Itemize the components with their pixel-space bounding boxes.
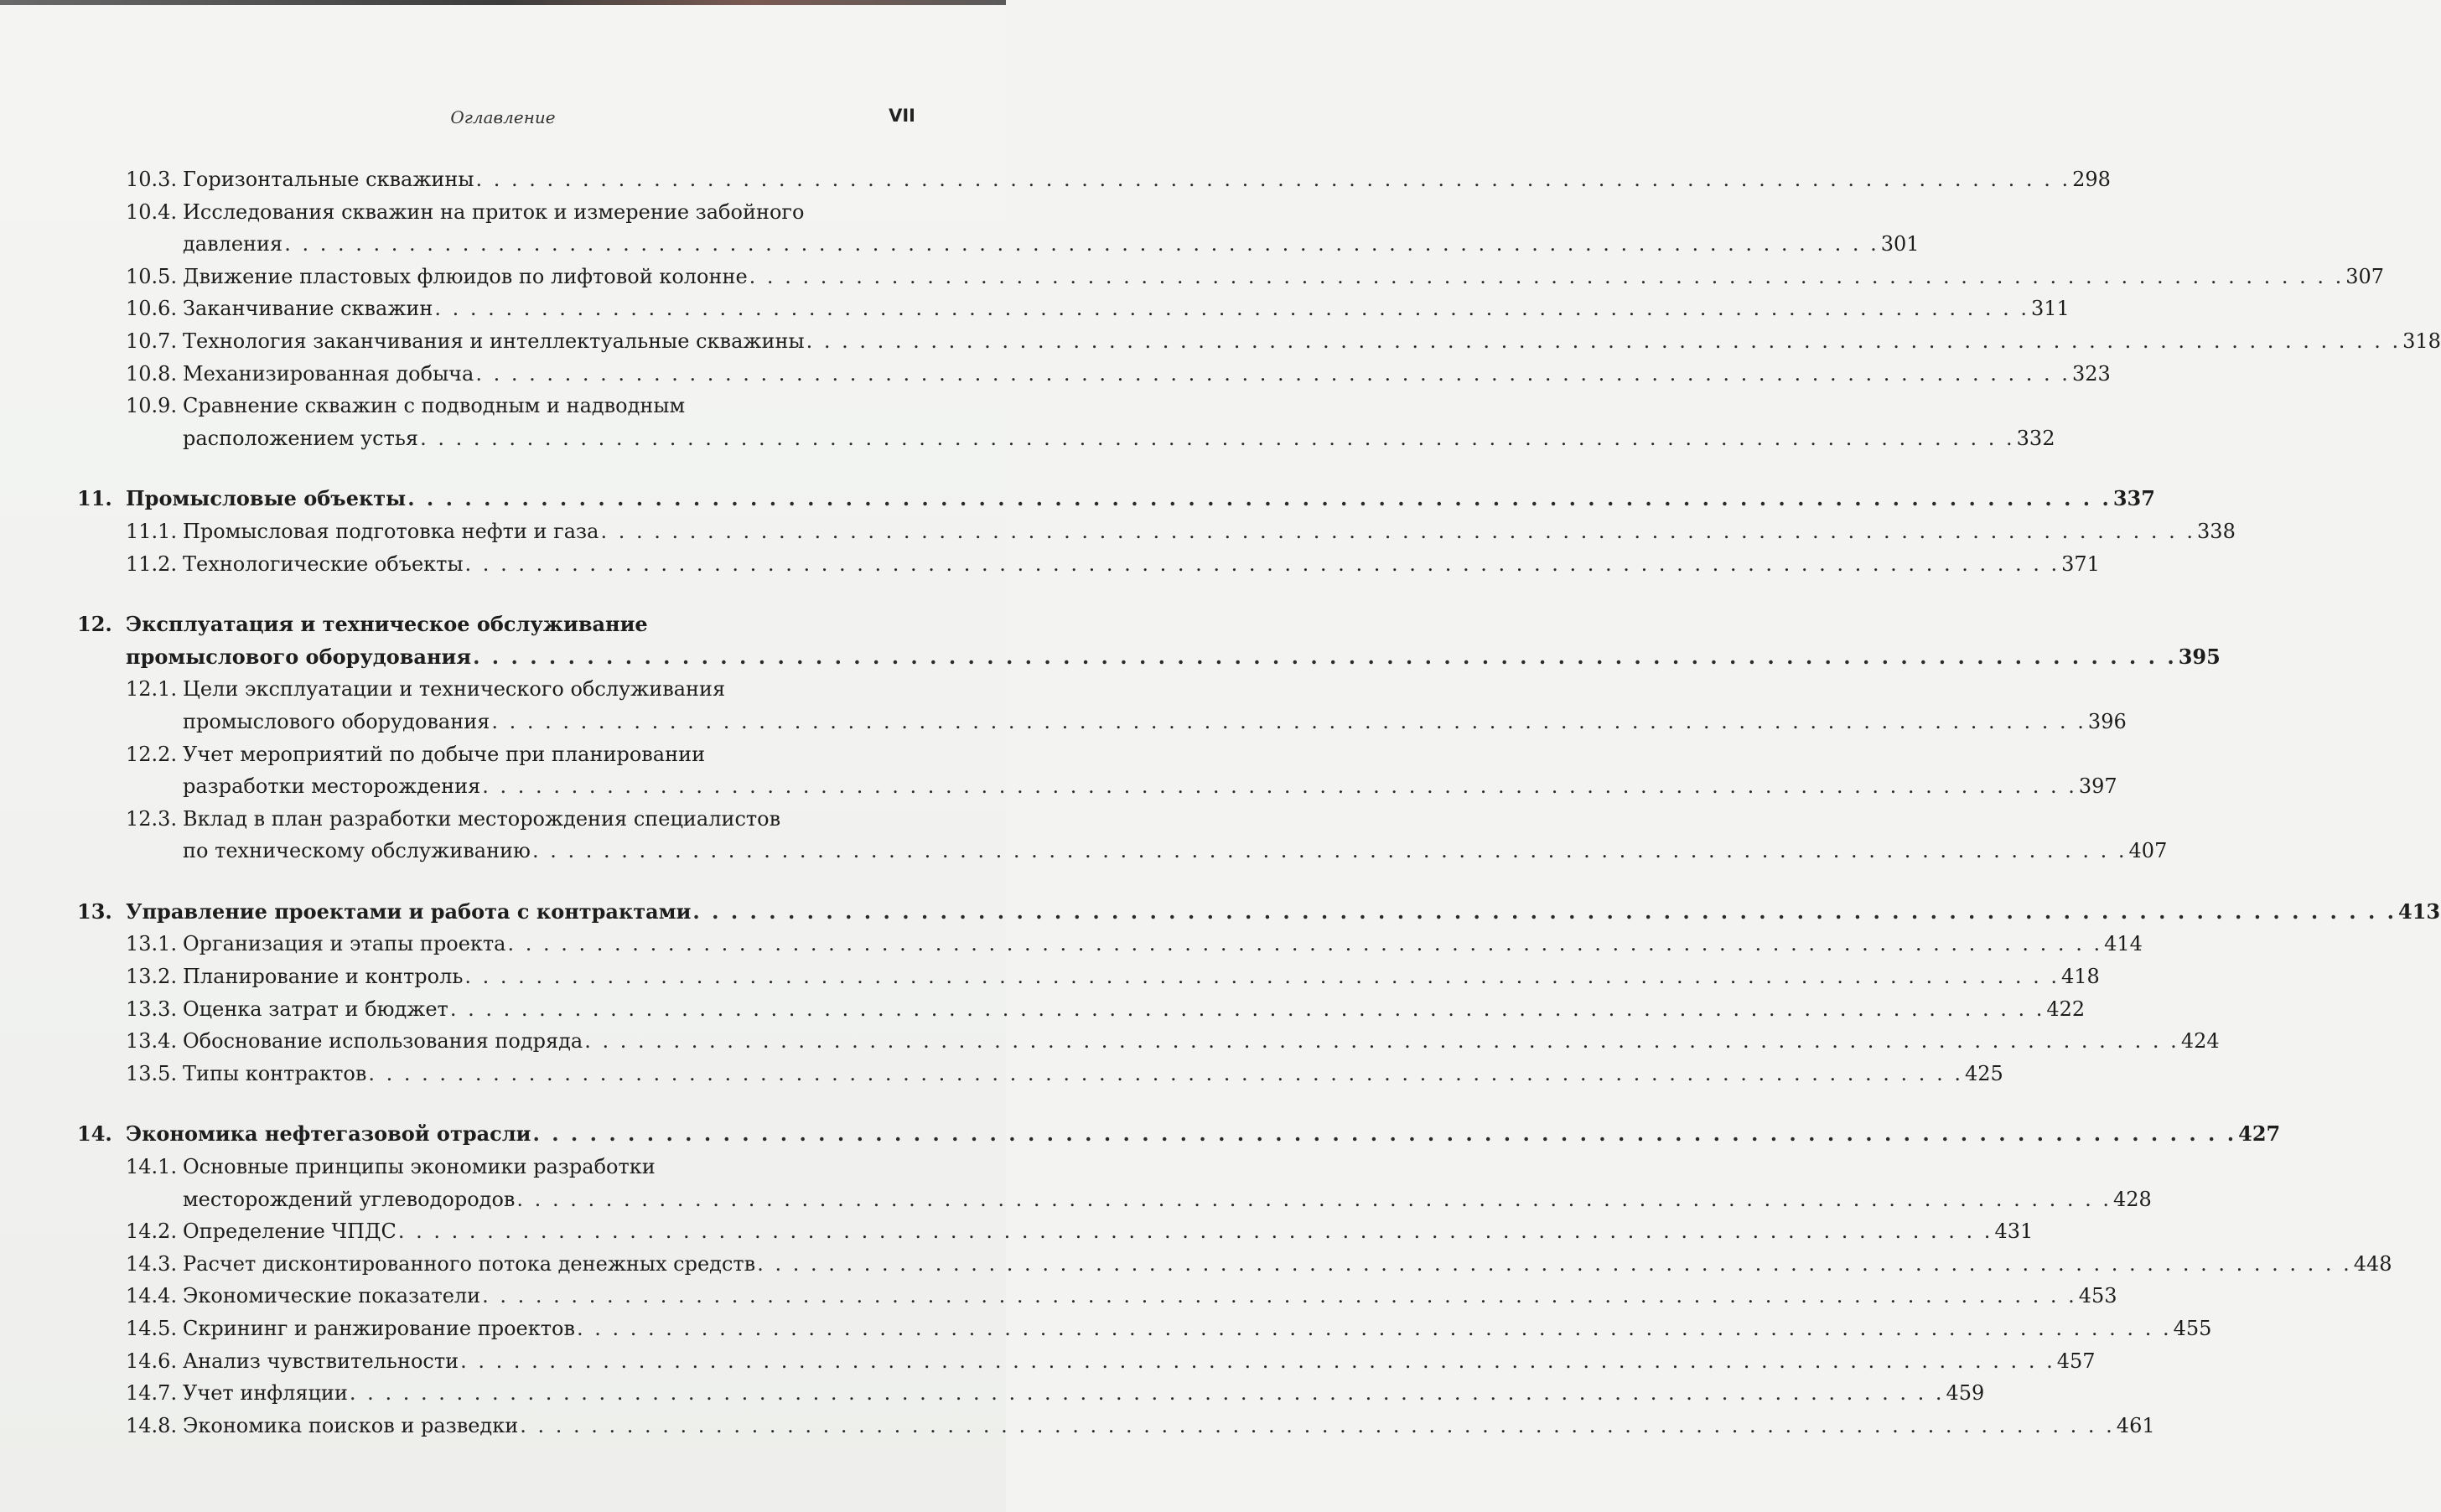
toc-section-line <box>77 1183 2152 1216</box>
section-number: 11.1. <box>126 519 178 543</box>
section-page-number: 298 <box>2072 168 2111 191</box>
section-title: Учет инфляции <box>183 1381 348 1406</box>
section-number: 12.1. <box>126 677 178 702</box>
section-title: Экономика поисков и разведки <box>183 1413 519 1437</box>
section-page-number: 461 <box>2116 1413 2155 1437</box>
section-page-number: 425 <box>1964 1061 2003 1085</box>
section-title: Планирование и контроль <box>183 965 464 989</box>
section-title: Промысловая подготовка нефти и газа <box>183 519 599 543</box>
dot-leader: . . . . . . . . . . . . . . . . . . . . . . . . . . . . . . . . . . . . . . . . . . . . . . . . . . . . . . . . . . . . . . . . . . . . . . . . . . . . . . . . . . . . . . . . . . <box>577 1317 2172 1340</box>
section-number: 13.3. <box>126 997 178 1021</box>
chapter-page-number: 413 <box>2398 898 2441 924</box>
section-page-number: 424 <box>2180 1029 2220 1054</box>
section-title: Обоснование использования подряда <box>183 1029 583 1054</box>
section-number: 13.1. <box>126 932 178 956</box>
section-number: 10.6. <box>126 297 178 321</box>
dot-leader: . . . . . . . . . . . . . . . . . . . . . . . . . . . . . . . . . . . . . . . . . . . . . . . . . . . . . . . . . . . . . . . . . . . . . . . . . . . . . . . . . . . . . . . . . . <box>397 1219 1993 1244</box>
dot-leader: . . . . . . . . . . . . . . . . . . . . . . . . . . . . . . . . . . . . . . . . . . . . . . . . . . . . . . . . . . . . . . . . . . . . . . . . . . . . . . . . . . . . . . . . . . <box>584 1029 2179 1054</box>
toc-section-line <box>77 1280 2117 1313</box>
dot-leader: . . . . . . . . . . . . . . . . . . . . . . . . . . . . . . . . . . . . . . . . . . . . . . . . . . . . . . . . . . . . . . . . . . . . . . . . . . . . . . . . . . . . . . . . . . <box>749 264 2345 288</box>
section-title: Технологические объекты <box>183 551 464 576</box>
section-number: 12.3. <box>126 806 178 831</box>
section-number: 10.9. <box>126 394 178 418</box>
dot-leader: . . . . . . . . . . . . . . . . . . . . . . . . . . . . . . . . . . . . . . . . . . . . . . . . . . . . . . . . . . . . . . . . . . . . . . . . . . . . . . . . . . . . . . . . . . <box>475 168 2071 191</box>
section-number: 10.5. <box>126 264 178 288</box>
toc-section-line <box>77 770 2117 803</box>
toc-chapter-line <box>77 896 2441 929</box>
section-title: Расчет дисконтированного потока денежных средств <box>183 1251 756 1276</box>
toc-section-line <box>77 293 2070 325</box>
toc-section-line <box>77 1025 2220 1058</box>
chapter-number: 11. <box>77 486 112 511</box>
dot-leader: . . . . . . . . . . . . . . . . . . . . . . . . . . . . . . . . . . . . . . . . . . . . . . . . . . . . . . . . . . . . . . . . . . . . . . . . . . . . . . . . . . . . . . . . . . <box>491 709 2086 733</box>
toc-section-line <box>77 358 2111 391</box>
toc-chapter-group <box>77 483 2236 580</box>
chapter-title: промыслового оборудования <box>126 644 472 669</box>
section-number: 11.2. <box>126 551 178 576</box>
section-page-number: 338 <box>2197 519 2236 543</box>
running-head-title: Оглавление <box>450 107 556 127</box>
section-title: месторождений углеводородов <box>183 1187 516 1211</box>
toc-section-line <box>77 163 2111 196</box>
dot-leader: . . . . . . . . . . . . . . . . . . . . . . . . . . . . . . . . . . . . . . . . . . . . . . . . . . . . . . . . . . . . . . . . . . . . . . . . . . . . . . . . . . . . . . . . . . <box>600 519 2196 543</box>
toc-section-line <box>77 261 2385 293</box>
section-page-number: 332 <box>2016 426 2055 450</box>
section-page-number: 407 <box>2128 839 2168 863</box>
section-number: 10.8. <box>126 361 178 386</box>
chapter-number: 14. <box>77 1121 112 1147</box>
chapter-title: Управление проектами и работа с контрактами <box>126 898 692 924</box>
section-page-number: 428 <box>2113 1187 2152 1211</box>
toc-section-line <box>77 835 2168 867</box>
dot-leader: . . . . . . . . . . . . . . . . . . . . . . . . . . . . . . . . . . . . . . . . . . . . . . . . . . . . . . . . . . . . . . . . . . . . . . . . . . . . . . . . . . . . . . . . . . <box>516 1187 2112 1211</box>
toc-section-line <box>77 928 2143 961</box>
toc-section-line <box>77 228 1920 261</box>
toc-chapter-group <box>77 1118 2392 1442</box>
toc-section-line <box>77 803 915 836</box>
section-title: Движение пластовых флюидов по лифтовой колонне <box>183 264 748 288</box>
toc-section-line <box>77 738 915 771</box>
section-number: 14.7. <box>126 1381 178 1406</box>
section-title: промыслового оборудования <box>183 709 490 733</box>
section-page-number: 453 <box>2078 1284 2117 1308</box>
toc-section-line <box>77 1345 2096 1378</box>
section-title: Механизированная добыча <box>183 361 474 386</box>
toc-section-line <box>77 673 915 706</box>
section-number: 14.8. <box>126 1413 178 1437</box>
section-title: Цели эксплуатации и технического обслуживания <box>183 677 726 702</box>
section-page-number: 307 <box>2345 264 2385 288</box>
section-title: Основные принципы экономики разработки <box>183 1155 656 1179</box>
page-top-edge <box>0 0 1006 5</box>
chapter-title: Эксплуатация и техническое обслуживание <box>126 612 648 637</box>
section-number: 10.4. <box>126 199 178 224</box>
section-title: Экономические показатели <box>183 1284 481 1308</box>
toc-chapter-group <box>77 163 2441 454</box>
dot-leader: . . . . . . . . . . . . . . . . . . . . . . . . . . . . . . . . . . . . . . . . . . . . . . . . . . . . . . . . . . . . . . . . . . . . . . . . . . . . . . . . . . . . . . . . . . <box>460 1349 2055 1373</box>
chapter-title: Промысловые объекты <box>126 486 407 511</box>
chapter-page-number: 337 <box>2112 486 2155 511</box>
dot-leader: . . . . . . . . . . . . . . . . . . . . . . . . . . . . . . . . . . . . . . . . . . . . . . . . . . . . . . . . . . . . . . . . . . . . . . . . . . . . . . . . . . . . . . . . . . <box>531 839 2127 863</box>
dot-leader: . . . . . . . . . . . . . . . . . . . . . . . . . . . . . . . . . . . . . . . . . . . . . . . . . . . . . . . . . . . . . . . . . . . . . . . . . . . . . . . . . . . . . . . . . . <box>420 426 2015 450</box>
section-number: 13.4. <box>126 1029 178 1054</box>
section-title: Учет мероприятий по добыче при планировании <box>183 742 706 766</box>
section-page-number: 418 <box>2060 965 2100 989</box>
toc-section-line <box>77 1058 2003 1090</box>
section-page-number: 448 <box>2353 1251 2392 1276</box>
section-number: 14.3. <box>126 1251 178 1276</box>
toc-chapter-line <box>77 608 915 641</box>
table-of-contents <box>77 163 2441 1442</box>
dot-leader: . . . . . . . . . . . . . . . . . . . . . . . . . . . . . . . . . . . . . . . . . . . . . . . . . . . . . . . . . . . . . . . . . . . . . . . . . . . . . . . . . . . . . . . . . . <box>532 1121 2237 1147</box>
section-title: Оценка затрат и бюджет <box>183 997 448 1021</box>
section-number: 10.3. <box>126 168 178 191</box>
toc-chapter-line <box>77 1118 2281 1151</box>
dot-leader: . . . . . . . . . . . . . . . . . . . . . . . . . . . . . . . . . . . . . . . . . . . . . . . . . . . . . . . . . . . . . . . . . . . . . . . . . . . . . . . . . . . . . . . . . . <box>349 1381 1945 1406</box>
section-page-number: 371 <box>2061 551 2100 576</box>
dot-leader: . . . . . . . . . . . . . . . . . . . . . . . . . . . . . . . . . . . . . . . . . . . . . . . . . . . . . . . . . . . . . . . . . . . . . . . . . . . . . . . . . . . . . . . . . . <box>449 997 2045 1021</box>
dot-leader: . . . . . . . . . . . . . . . . . . . . . . . . . . . . . . . . . . . . . . . . . . . . . . . . . . . . . . . . . . . . . . . . . . . . . . . . . . . . . . . . . . . . . . . . . . <box>284 232 1879 256</box>
section-title: Горизонтальные скважины <box>183 168 474 191</box>
toc-section-line <box>77 196 915 229</box>
chapter-title: Экономика нефтегазовой отрасли <box>126 1121 531 1147</box>
dot-leader: . . . . . . . . . . . . . . . . . . . . . . . . . . . . . . . . . . . . . . . . . . . . . . . . . . . . . . . . . . . . . . . . . . . . . . . . . . . . . . . . . . . . . . . . . . <box>482 1284 2077 1308</box>
section-number: 14.2. <box>126 1219 178 1244</box>
section-page-number: 459 <box>1946 1381 1985 1406</box>
section-page-number: 457 <box>2056 1349 2096 1373</box>
section-page-number: 422 <box>2046 997 2086 1021</box>
dot-leader: . . . . . . . . . . . . . . . . . . . . . . . . . . . . . . . . . . . . . . . . . . . . . . . . . . . . . . . . . . . . . . . . . . . . . . . . . . . . . . . . . . . . . . . . . . <box>464 965 2060 989</box>
toc-section-line <box>77 1248 2392 1281</box>
dot-leader: . . . . . . . . . . . . . . . . . . . . . . . . . . . . . . . . . . . . . . . . . . . . . . . . . . . . . . . . . . . . . . . . . . . . . . . . . . . . . . . . . . . . . . . . . . <box>520 1413 2115 1437</box>
section-page-number: 414 <box>2104 932 2143 956</box>
toc-chapter-line <box>77 641 2221 674</box>
section-page-number: 318 <box>2402 329 2441 353</box>
toc-section-line <box>77 1377 1985 1410</box>
section-title: расположением устья <box>183 426 419 450</box>
section-title: Сравнение скважин с подводным и надводным <box>183 394 686 418</box>
toc-section-line <box>77 1410 2155 1442</box>
section-title: Организация и этапы проекта <box>183 932 506 956</box>
section-number: 14.1. <box>126 1155 178 1179</box>
toc-section-line <box>77 961 2100 993</box>
section-number: 13.2. <box>126 965 178 989</box>
running-head-page-number: VII <box>889 106 915 126</box>
section-number: 14.4. <box>126 1284 178 1308</box>
dot-leader: . . . . . . . . . . . . . . . . . . . . . . . . . . . . . . . . . . . . . . . . . . . . . . . . . . . . . . . . . . . . . . . . . . . . . . . . . . . . . . . . . . . . . . . . . . <box>482 774 2077 799</box>
toc-section-line <box>77 515 2236 548</box>
section-title: Технология заканчивания и интеллектуальные скважины <box>183 329 805 353</box>
chapter-number: 12. <box>77 612 112 637</box>
section-page-number: 323 <box>2071 361 2111 386</box>
toc-chapter-group <box>77 896 2441 1090</box>
toc-section-line <box>77 993 2086 1026</box>
section-number: 13.5. <box>126 1061 178 1085</box>
toc-section-line <box>77 390 915 422</box>
dot-leader: . . . . . . . . . . . . . . . . . . . . . . . . . . . . . . . . . . . . . . . . . . . . . . . . . . . . . . . . . . . . . . . . . . . . . . . . . . . . . . . . . . . . . . . . . . <box>507 932 2103 956</box>
section-number: 14.5. <box>126 1317 178 1340</box>
dot-leader: . . . . . . . . . . . . . . . . . . . . . . . . . . . . . . . . . . . . . . . . . . . . . . . . . . . . . . . . . . . . . . . . . . . . . . . . . . . . . . . . . . . . . . . . . . <box>464 551 2060 576</box>
dot-leader: . . . . . . . . . . . . . . . . . . . . . . . . . . . . . . . . . . . . . . . . . . . . . . . . . . . . . . . . . . . . . . . . . . . . . . . . . . . . . . . . . . . . . . . . . . <box>757 1251 2352 1276</box>
section-page-number: 431 <box>1994 1219 2034 1244</box>
section-title: по техническому обслуживанию <box>183 839 531 863</box>
dot-leader: . . . . . . . . . . . . . . . . . . . . . . . . . . . . . . . . . . . . . . . . . . . . . . . . . . . . . . . . . . . . . . . . . . . . . . . . . . . . . . . . . . . . . . . . . . <box>434 297 2029 321</box>
toc-chapter-group <box>77 608 2221 867</box>
section-page-number: 396 <box>2087 709 2127 733</box>
toc-chapter-line <box>77 483 2155 515</box>
section-title: Типы контрактов <box>183 1061 367 1085</box>
dot-leader: . . . . . . . . . . . . . . . . . . . . . . . . . . . . . . . . . . . . . . . . . . . . . . . . . . . . . . . . . . . . . . . . . . . . . . . . . . . . . . . . . . . . . . . . . . <box>407 486 2112 511</box>
toc-section-line <box>77 422 2055 455</box>
chapter-page-number: 395 <box>2178 644 2221 669</box>
section-page-number: 397 <box>2078 774 2117 799</box>
section-page-number: 311 <box>2030 297 2070 321</box>
section-page-number: 301 <box>1880 232 1920 256</box>
toc-section-line <box>77 706 2127 738</box>
section-title: Анализ чувствительности <box>183 1349 459 1373</box>
dot-leader: . . . . . . . . . . . . . . . . . . . . . . . . . . . . . . . . . . . . . . . . . . . . . . . . . . . . . . . . . . . . . . . . . . . . . . . . . . . . . . . . . . . . . . . . . . <box>692 898 2397 924</box>
section-number: 12.2. <box>126 742 178 766</box>
section-title: разработки месторождения <box>183 774 481 799</box>
chapter-number: 13. <box>77 898 112 924</box>
toc-section-line <box>77 1151 915 1183</box>
section-title: Вклад в план разработки месторождения специалистов <box>183 806 781 831</box>
dot-leader: . . . . . . . . . . . . . . . . . . . . . . . . . . . . . . . . . . . . . . . . . . . . . . . . . . . . . . . . . . . . . . . . . . . . . . . . . . . . . . . . . . . . . . . . . . <box>368 1061 1963 1085</box>
section-title: Исследования скважин на приток и измерение забойного <box>183 199 805 224</box>
running-head <box>0 107 1006 132</box>
section-number: 10.7. <box>126 329 178 353</box>
section-title: Скрининг и ранжирование проектов <box>183 1317 575 1340</box>
section-title: давления <box>183 232 283 256</box>
chapter-page-number: 427 <box>2238 1121 2281 1147</box>
toc-section-line <box>77 1215 2034 1248</box>
section-title: Определение ЧПДС <box>183 1219 396 1244</box>
dot-leader: . . . . . . . . . . . . . . . . . . . . . . . . . . . . . . . . . . . . . . . . . . . . . . . . . . . . . . . . . . . . . . . . . . . . . . . . . . . . . . . . . . . . . . . . . . <box>475 361 2070 386</box>
dot-leader: . . . . . . . . . . . . . . . . . . . . . . . . . . . . . . . . . . . . . . . . . . . . . . . . . . . . . . . . . . . . . . . . . . . . . . . . . . . . . . . . . . . . . . . . . . <box>806 329 2402 353</box>
dot-leader: . . . . . . . . . . . . . . . . . . . . . . . . . . . . . . . . . . . . . . . . . . . . . . . . . . . . . . . . . . . . . . . . . . . . . . . . . . . . . . . . . . . . . . . . . . <box>473 644 2177 669</box>
section-page-number: 455 <box>2173 1317 2212 1340</box>
section-title: Заканчивание скважин <box>183 297 433 321</box>
toc-section-line <box>77 325 2441 358</box>
toc-section-line <box>77 1313 2212 1345</box>
toc-section-line <box>77 548 2100 581</box>
section-number: 14.6. <box>126 1349 178 1373</box>
